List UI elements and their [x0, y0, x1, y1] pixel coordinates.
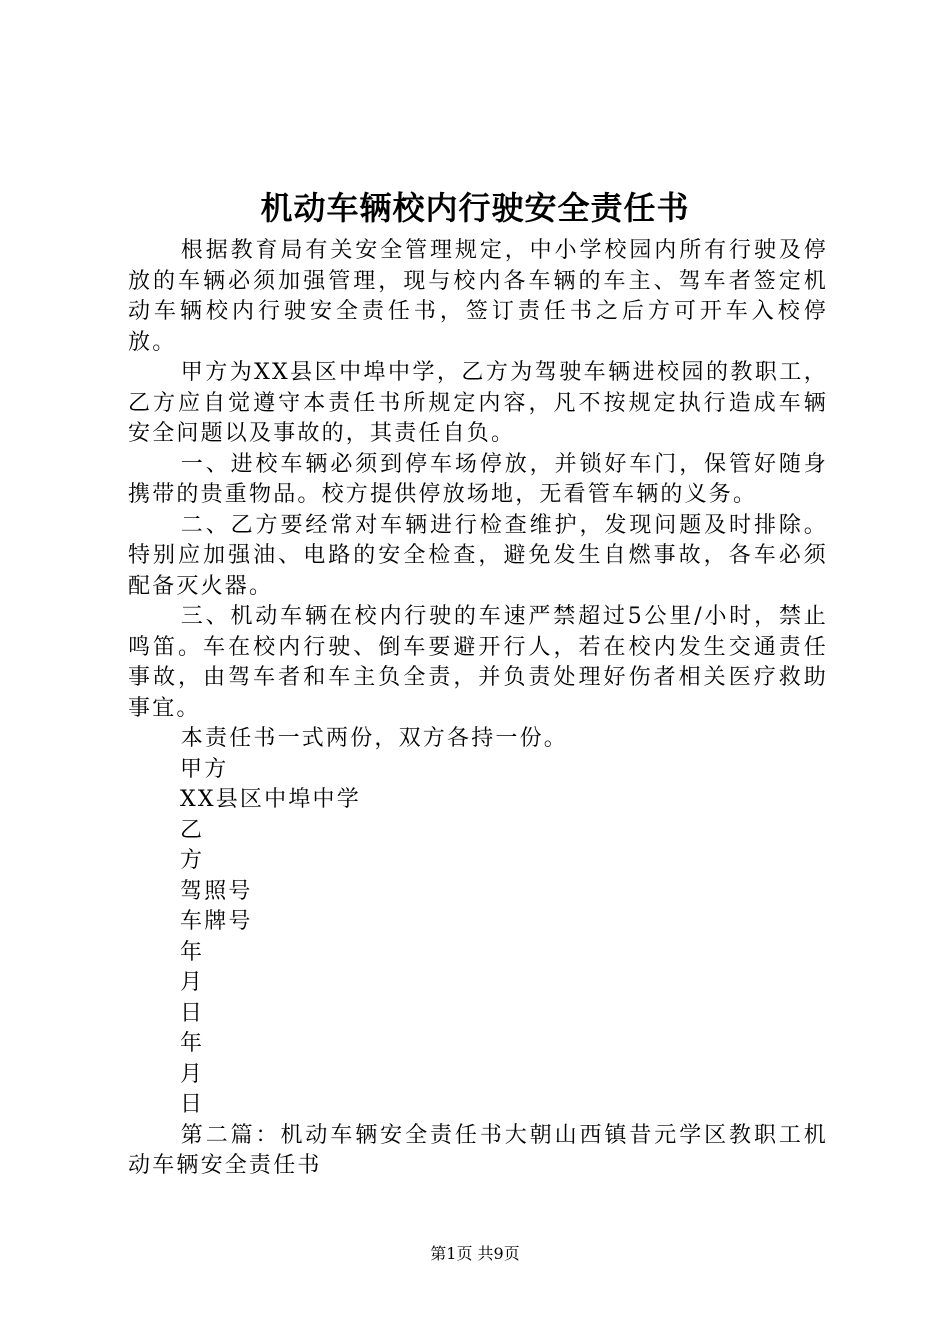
- signature-party-a-name: XX县区中埠中学: [180, 787, 361, 812]
- page-footer: 第1页 共9页: [430, 1244, 520, 1263]
- signature-date-month-b: 月: [180, 1061, 205, 1087]
- paragraph-copies: 本责任书一式两份，双方各持一份。: [180, 726, 568, 751]
- signature-party-b-label-1: 乙: [180, 817, 205, 843]
- signature-party-b-label-2: 方: [180, 848, 205, 873]
- paragraph-next-section: 第二篇：机动车辆安全责任书大朝山西镇昔元学区教职工机动车辆安全责任书: [128, 1122, 828, 1178]
- signature-date-day-a: 日: [180, 1000, 205, 1026]
- signature-plate-number: 车牌号: [180, 909, 253, 934]
- paragraph-intro: 根据教育局有关安全管理规定，中小学校园内所有行驶及停放的车辆必须加强管理，现与校内各车辆的车主、驾车者签定机动车辆校内行驶安全责任书，签订责任书之后方可开车入校停放。: [128, 238, 828, 355]
- signature-date-year-a: 年: [180, 939, 205, 965]
- signature-license-number: 驾照号: [180, 878, 253, 904]
- paragraph-clause-1: 一、进校车辆必须到停车场停放，并锁好车门，保管好随身携带的贵重物品。校方提供停放场地，无看管车辆的义务。: [128, 451, 828, 507]
- document-body: [128, 236, 828, 1182]
- paragraph-parties: 甲方为XX县区中埠中学，乙方为驾驶车辆进校园的教职工，乙方应自觉遵守本责任书所规定内容，凡不按规定执行造成车辆安全问题以及事故的，其责任自负。: [128, 360, 828, 446]
- paragraph-clause-2: 二、乙方要经常对车辆进行检查维护，发现问题及时排除。特别应加强油、电路的安全检查，避免发生自燃事故，各车必须配备灭火器。: [128, 512, 828, 599]
- signature-party-a-label: 甲方: [180, 756, 229, 782]
- document-title: 机动车辆校内行驶安全责任书: [260, 189, 690, 227]
- signature-date-day-b: 日: [180, 1092, 205, 1117]
- signature-date-month-a: 月: [180, 970, 205, 995]
- signature-date-year-b: 年: [180, 1031, 205, 1056]
- paragraph-clause-3: 三、机动车辆在校内行驶的车速严禁超过5公里/小时，禁止鸣笛。车在校内行驶、倒车要避开行人，若在校内发生交通责任事故，由驾车者和车主负全责，并负责处理好伤者相关医疗救助事宜。: [128, 604, 828, 721]
